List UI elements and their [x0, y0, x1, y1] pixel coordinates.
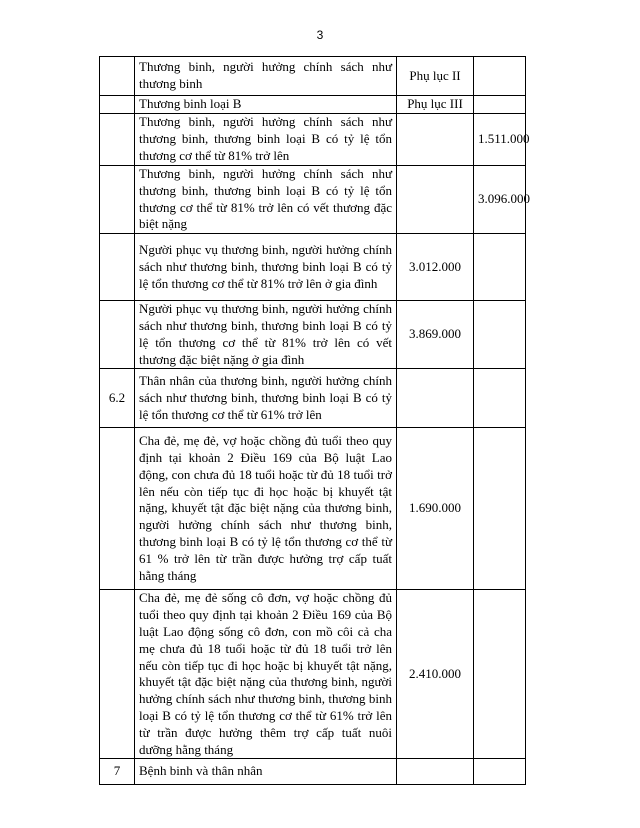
row-amount-cell [474, 57, 526, 96]
row-description-cell: Người phục vụ thương binh, người hưởng chính sách như thương binh, thương binh loại B có tỷ lệ tổn thương cơ thể từ 81% trở lên có vết thương đặc biệt nặng ở gia đình [135, 301, 397, 369]
row-amount-cell [474, 590, 526, 759]
row-number-cell [100, 590, 135, 759]
row-amount-cell: 1.511.000 [474, 114, 526, 166]
table-row [100, 369, 526, 428]
table-row [100, 166, 526, 234]
row-description-cell: Bệnh binh và thân nhân [135, 759, 397, 785]
table-row [100, 234, 526, 301]
table-row [100, 759, 526, 785]
row-description-cell: Cha đẻ, mẹ đẻ, vợ hoặc chồng đủ tuổi theo quy định tại khoản 2 Điều 169 của Bộ luật Lao động, con chưa đủ 18 tuổi hoặc từ đủ 18 tuổi trở lên nếu còn tiếp tục đi học hoặc bị khuyết tật nặng, khuyết tật đặc biệt nặng của thương binh, người hưởng chính sách như thương binh, thương binh loại B có tỷ lệ tổn thương cơ thể từ 61 % trở lên từ trần được hưởng trợ cấp tuất hằng tháng [135, 428, 397, 590]
row-description-cell: Thương binh, người hưởng chính sách như thương binh [135, 57, 397, 96]
row-amount-cell [474, 234, 526, 301]
row-number-cell [100, 428, 135, 590]
row-value-cell: 1.690.000 [397, 428, 474, 590]
row-description-cell: Người phục vụ thương binh, người hưởng chính sách như thương binh, thương binh loại B có tỷ lệ tổn thương cơ thể từ 81% trở lên ở gia đình [135, 234, 397, 301]
table-row [100, 96, 526, 114]
table-row [100, 57, 526, 96]
row-description-cell: Cha đẻ, mẹ đẻ sống cô đơn, vợ hoặc chồng đủ tuổi theo quy định tại khoản 2 Điều 169 của Bộ luật Lao động sống cô đơn, con mồ côi cả cha mẹ chưa đủ 18 tuổi hoặc từ đủ 18 tuổi trở lên nếu còn tiếp tục đi học hoặc bị khuyết tật nặng, khuyết tật đặc biệt nặng của thương binh, người hưởng chính sách như thương binh, thương binh loại B có tỷ lệ tổn thương cơ thể từ 61% trở lên từ trần được hưởng thêm trợ cấp tuất nuôi dưỡng hằng tháng [135, 590, 397, 759]
row-value-cell: 3.012.000 [397, 234, 474, 301]
row-value-cell [397, 369, 474, 428]
row-value-cell [397, 166, 474, 234]
row-amount-cell [474, 301, 526, 369]
row-number-cell [100, 234, 135, 301]
table-row [100, 114, 526, 166]
table-row [100, 428, 526, 590]
row-value-cell: 3.869.000 [397, 301, 474, 369]
row-number-cell: 6.2 [100, 369, 135, 428]
row-amount-cell [474, 96, 526, 114]
table-row [100, 590, 526, 759]
row-value-cell: Phụ lục III [397, 96, 474, 114]
page-number: 3 [316, 28, 324, 42]
row-value-cell [397, 759, 474, 785]
row-number-cell [100, 96, 135, 114]
row-number-cell [100, 57, 135, 96]
row-description-cell: Thương binh, người hưởng chính sách như thương binh, thương binh loại B có tỷ lệ tổn thương cơ thể từ 81% trở lên có vết thương đặc biệt nặng [135, 166, 397, 234]
row-description-cell: Thương binh, người hưởng chính sách như thương binh, thương binh loại B có tỷ lệ tổn thương cơ thể từ 81% trở lên [135, 114, 397, 166]
row-amount-cell: 3.096.000 [474, 166, 526, 234]
row-amount-cell [474, 369, 526, 428]
row-value-cell [397, 114, 474, 166]
row-description-cell: Thương binh loại B [135, 96, 397, 114]
benefits-table [99, 56, 530, 785]
row-amount-cell [474, 428, 526, 590]
table-row [100, 301, 526, 369]
row-number-cell [100, 301, 135, 369]
row-number-cell [100, 166, 135, 234]
row-value-cell: Phụ lục II [397, 57, 474, 96]
row-value-cell: 2.410.000 [397, 590, 474, 759]
row-description-cell: Thân nhân của thương binh, người hưởng chính sách như thương binh, thương binh loại B có tỷ lệ tổn thương cơ thể từ 61% trở lên [135, 369, 397, 428]
row-number-cell: 7 [100, 759, 135, 785]
row-amount-cell [474, 759, 526, 785]
row-number-cell [100, 114, 135, 166]
